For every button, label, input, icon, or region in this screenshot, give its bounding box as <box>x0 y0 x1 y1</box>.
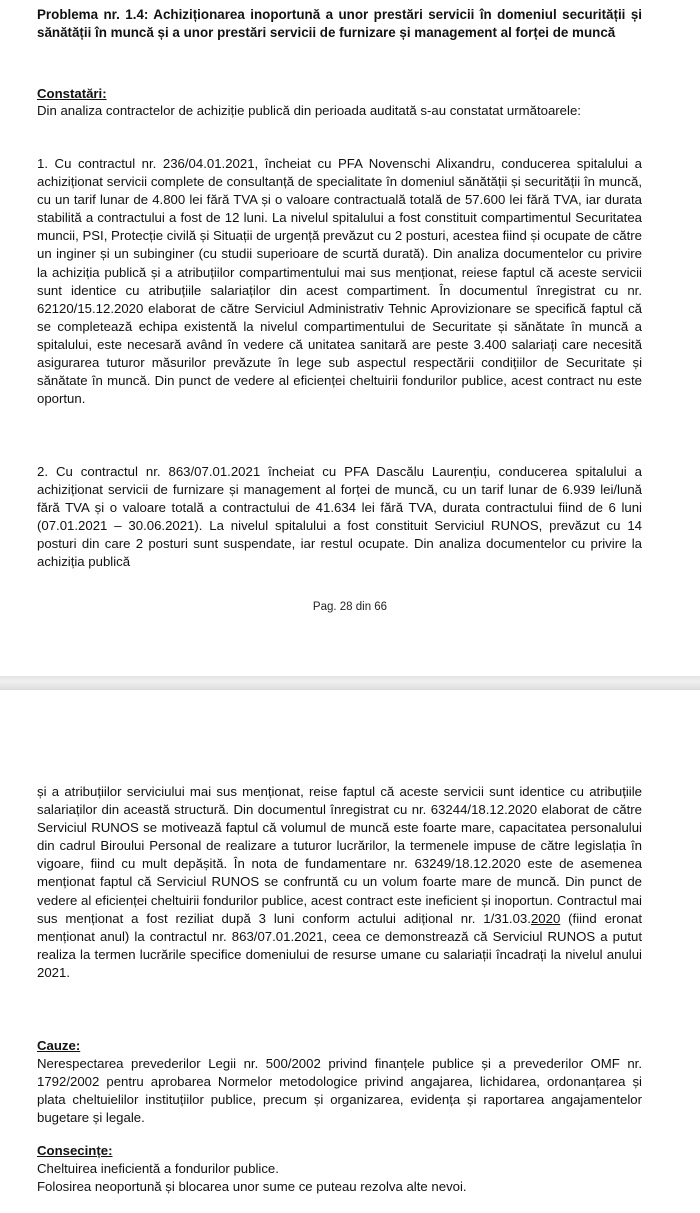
constatari-heading: Constatări: <box>37 86 107 101</box>
consecinte-heading: Consecințe: <box>37 1143 113 1158</box>
intro-paragraph: Din analiza contractelor de achiziție publică din perioada auditată s-au constatat următoarele: <box>37 103 581 118</box>
document-page-29 <box>0 690 700 1213</box>
cauze-paragraph: Nerespectarea prevederilor Legii nr. 500/2002 privind finanțele publice și a prevederilor OMF nr. 1792/2002 pentru aprobarea Normelor metodologice privind angajarea, lichidarea, ordonanțarea și plata cheltuielilor instituțiilor publice, precum și organizarea, evidența și raportarea angajamentelor bugetare și legale. <box>37 1056 642 1126</box>
continued-text-part-2: (fiind eronat menționat anul) la contractul nr. 863/07.01.2021, ceea ce demonstrează că Serviciul RUNOS a putut realiza la termen lucrările specifice domeniului de resurse umane cu salariații încadrați la nivelul anului 2021. <box>37 910 642 980</box>
continued-text-part-1: și a atribuțiilor serviciului mai sus menționat, reise faptul că aceste servicii sunt identice cu atribuțiile salariaților din această structură. Din documentul înregistrat cu nr. 63244/18.12.2020 elaborat de către Serviciul RUNOS se motivează faptul că volumul de muncă este foarte mare, capacitatea personalului din cadrul Biroului Personal de realizare a tuturor lucrărilor, la termenele impuse de către legislația în vigoare, fiind cu mult depășită. În nota de fundamentare nr. 63249/18.12.2020 este de asemenea menționat faptul că Serviciul RUNOS se confruntă cu un volum foarte mare de muncă. Din punct de vedere al eficienței cheltuirii fondurilor publice, acest contract este ineficient și inoportun. Contractul mai sus menționat a fost reziliat după 3 luni conform actului adițional nr. 1/31.03. <box>37 784 642 926</box>
finding-paragraph-2-continued <box>37 783 642 982</box>
consecinte-item-2: Folosirea neoportună și blocarea unor sume ce puteau rezolva alte nevoi. <box>37 1179 467 1194</box>
page-footer: Pag. 28 din 66 <box>312 601 388 613</box>
page-separator <box>0 676 700 690</box>
finding-paragraph-2: 2. Cu contractul nr. 863/07.01.2021 încheiat cu PFA Dascălu Laurențiu, conducerea spitalului a achiziționat servicii de furnizare și management al forței de muncă, cu un tarif lunar de 6.939 lei/lună fără TVA și o valoare totală a contractului de 41.634 lei fără TVA, durata contractului fiind de 6 luni (07.01.2021 – 30.06.2021). La nivelul spitalului a fost constituit Serviciul RUNOS, prevăzut cu 14 posturi din care 2 posturi sunt suspendate, iar restul ocupate. Din analiza documentelor cu privire la achiziția publică <box>37 464 642 570</box>
problem-title: Problema nr. 1.4: Achiziționarea inoportună a unor prestări servicii în domeniul securității și sănătății în muncă și a unor prestări servicii de furnizare și management al forței de muncă <box>37 7 642 40</box>
consecinte-item-1: Cheltuirea ineficientă a fondurilor publice. <box>37 1161 279 1176</box>
underlined-year: 2020 <box>530 910 561 926</box>
finding-paragraph-1: 1. Cu contractul nr. 236/04.01.2021, încheiat cu PFA Novenschi Alixandru, conducerea spitalului a achiziționat servicii complete de consultanță de specialitate în domeniul sănătății și securității în muncă, cu un tarif lunar de 4.800 lei fără TVA și o valoare contractuală totală de 57.600 lei fără TVA, iar durata stabilită a contractului a fost de 12 luni. La nivelul spitalului a fost constituit compartimentul Securitatea muncii, PSI, Protecție civilă și Situații de urgență prevăzut cu 2 posturi, acestea fiind și ocupate de către un inginer și un subinginer (cu studii superioare de scurtă durată). Din analiza documentelor cu privire la achiziția publică și a atribuțiilor compartimentului mai sus menționat, reiese faptul că aceste servicii sunt identice cu atribuțiile salariaților din acest compartiment. În documentul înregistrat cu nr. 62120/15.12.2020 elaborat de către Serviciul Administrativ Tehnic Aprovizionare se specifică faptul că se completează echipa existentă la nivelul compartimentului de Securitate și sănătate în muncă a spitalului, este necesară având în vedere că unitatea sanitară are peste 3.400 salariați care necesită asigurarea tuturor măsurilor prevăzute în lege sub aspectul respectării condițiilor de Securitate și sănătate în muncă. Din punct de vedere al eficienței cheltuirii fondurilor publice, acest contract nu este oportun. <box>37 156 642 407</box>
cauze-heading: Cauze: <box>37 1038 81 1053</box>
